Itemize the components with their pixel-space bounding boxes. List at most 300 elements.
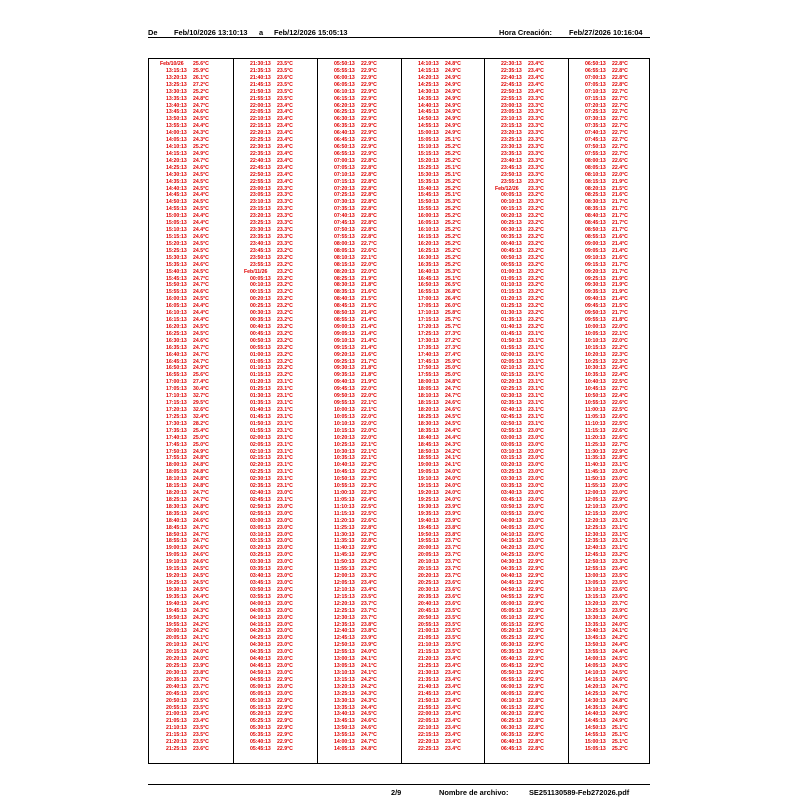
reading-temperature: 23.0°C <box>277 656 293 663</box>
reading-row <box>401 331 485 337</box>
reading-time: 16:55:13 <box>418 289 439 296</box>
reading-temperature: 23.6°C <box>193 690 209 697</box>
reading-row <box>317 587 401 593</box>
reading-row <box>568 504 652 510</box>
reading-temperature: 24.9°C <box>193 150 209 157</box>
reading-time: 01:00:13 <box>501 268 522 275</box>
reading-time: 04:50:13 <box>250 669 271 676</box>
reading-row <box>149 372 233 378</box>
reading-row <box>317 518 401 524</box>
reading-row <box>317 179 401 185</box>
reading-temperature: 23.0°C <box>277 538 293 545</box>
reading-row <box>568 82 652 88</box>
reading-time: 23:15:13 <box>501 123 522 130</box>
reading-temperature: 24.0°C <box>445 483 461 490</box>
reading-temperature: 21.8°C <box>612 317 628 324</box>
reading-row <box>149 220 233 226</box>
reading-time: 21:50:13 <box>250 88 271 95</box>
reading-temperature: 23.1°C <box>277 427 293 434</box>
reading-row <box>233 359 317 365</box>
reading-row <box>317 476 401 482</box>
reading-row <box>149 386 233 392</box>
reading-row <box>233 262 317 268</box>
reading-time: 07:20:13 <box>334 185 355 192</box>
reading-time: 03:50:13 <box>501 503 522 510</box>
reading-row <box>401 656 485 662</box>
reading-temperature: 23.7°C <box>612 600 628 607</box>
reading-temperature: 23.3°C <box>528 164 544 171</box>
reading-time: 07:00:13 <box>585 74 606 81</box>
reading-time: 05:10:13 <box>250 697 271 704</box>
reading-time: 14:20:13 <box>585 683 606 690</box>
reading-time: 17:25:13 <box>418 330 439 337</box>
reading-temperature: 22.8°C <box>528 718 544 725</box>
reading-temperature: 24.5°C <box>193 206 209 213</box>
reading-temperature: 24.5°C <box>193 580 209 586</box>
reading-row <box>149 739 233 745</box>
reading-row <box>568 310 652 316</box>
reading-time: 14:40:13 <box>166 185 187 192</box>
reading-time: 22:55:13 <box>501 95 522 102</box>
reading-row <box>317 414 401 420</box>
reading-time: 02:05:13 <box>250 441 271 448</box>
reading-row <box>401 310 485 316</box>
reading-row <box>401 462 485 468</box>
reading-time: 10:35:13 <box>585 372 606 379</box>
reading-time: 09:35:13 <box>334 372 355 379</box>
reading-temperature: 25.1°C <box>445 164 461 171</box>
reading-time: 14:05:13 <box>334 746 355 753</box>
reading-row <box>317 359 401 365</box>
reading-time: 16:00:13 <box>166 296 187 303</box>
reading-time: 10:50:13 <box>334 476 355 483</box>
reading-time: 19:40:13 <box>418 517 439 524</box>
reading-row <box>401 269 485 275</box>
reading-temperature: 21.9°C <box>612 282 628 289</box>
reading-time: 15:15:13 <box>166 234 187 240</box>
reading-row <box>568 732 652 738</box>
reading-time: 22:00:13 <box>418 711 439 718</box>
to-datetime: Feb/12/2026 15:05:13 <box>274 28 348 37</box>
reading-time: 15:00:13 <box>166 213 187 220</box>
reading-row <box>484 116 568 122</box>
reading-row <box>484 61 568 67</box>
reading-temperature: 22.6°C <box>612 427 628 434</box>
reading-temperature: 23.0°C <box>277 566 293 573</box>
reading-temperature: 23.4°C <box>277 123 293 130</box>
reading-temperature: 23.2°C <box>277 303 293 310</box>
reading-row <box>317 186 401 192</box>
reading-time: 13:25:13 <box>166 81 187 88</box>
reading-time: 22:45:13 <box>250 164 271 171</box>
reading-row <box>484 234 568 240</box>
reading-time: 22:05:13 <box>418 718 439 725</box>
reading-temperature: 22.0°C <box>361 261 377 268</box>
reading-temperature: 24.5°C <box>193 323 209 330</box>
reading-row <box>317 449 401 455</box>
reading-temperature: 23.3°C <box>277 213 293 220</box>
reading-time: 08:35:13 <box>585 206 606 213</box>
reading-row <box>401 670 485 676</box>
reading-row <box>484 75 568 81</box>
reading-row <box>568 449 652 455</box>
reading-row <box>401 82 485 88</box>
reading-temperature: 23.4°C <box>445 732 461 739</box>
reading-temperature: 23.3°C <box>528 102 544 109</box>
reading-time: 02:15:13 <box>501 372 522 379</box>
reading-temperature: 24.0°C <box>193 649 209 656</box>
reading-row <box>484 705 568 711</box>
reading-row <box>484 345 568 351</box>
reading-row <box>568 414 652 420</box>
reading-time: 03:10:13 <box>501 448 522 455</box>
reading-row <box>317 566 401 572</box>
reading-row <box>317 276 401 282</box>
reading-time: 21:55:13 <box>250 95 271 102</box>
reading-row <box>317 379 401 385</box>
reading-row <box>484 379 568 385</box>
date-marker-row <box>233 269 317 275</box>
reading-row <box>401 338 485 344</box>
reading-time: 09:05:13 <box>334 330 355 337</box>
reading-time: 11:20:13 <box>585 434 606 441</box>
reading-time: 07:20:13 <box>585 102 606 109</box>
reading-time: 07:50:13 <box>334 227 355 234</box>
reading-time: 12:55:13 <box>585 566 606 573</box>
reading-time: 07:10:13 <box>334 171 355 178</box>
reading-temperature: 23.3°C <box>528 157 544 164</box>
reading-temperature: 24.5°C <box>445 420 461 427</box>
reading-temperature: 23.0°C <box>528 434 544 441</box>
reading-time: 05:15:13 <box>501 621 522 628</box>
reading-time: 12:55:13 <box>334 649 355 656</box>
reading-temperature: 23.2°C <box>528 192 544 199</box>
reading-temperature: 22.8°C <box>612 455 628 462</box>
reading-temperature: 23.0°C <box>277 580 293 586</box>
column-divider <box>401 59 402 763</box>
reading-time: 09:50:13 <box>334 393 355 400</box>
reading-row <box>401 289 485 295</box>
reading-temperature: 21.6°C <box>612 254 628 261</box>
reading-row <box>484 518 568 524</box>
reading-row <box>149 96 233 102</box>
reading-row <box>317 68 401 74</box>
reading-row <box>484 698 568 704</box>
reading-row <box>233 68 317 74</box>
reading-temperature: 23.3°C <box>528 144 544 151</box>
reading-row <box>401 179 485 185</box>
reading-row <box>233 352 317 358</box>
reading-row <box>317 89 401 95</box>
reading-row <box>484 414 568 420</box>
reading-time: 14:30:13 <box>585 697 606 704</box>
reading-temperature: 22.0°C <box>361 393 377 400</box>
reading-row <box>317 462 401 468</box>
reading-temperature: 24.1°C <box>361 663 377 670</box>
reading-time: 14:00:13 <box>334 739 355 746</box>
reading-row <box>401 393 485 399</box>
reading-time: 23:45:13 <box>250 247 271 254</box>
reading-time: 17:55:13 <box>418 372 439 379</box>
reading-row <box>317 455 401 461</box>
to-label: a <box>259 28 264 37</box>
reading-temperature: 22.2°C <box>612 344 628 351</box>
reading-time: 22:50:13 <box>501 88 522 95</box>
reading-row <box>568 400 652 406</box>
reading-temperature: 22.6°C <box>612 157 628 164</box>
reading-time: 23:35:13 <box>250 234 271 240</box>
reading-temperature: 23.2°C <box>528 268 544 275</box>
reading-row <box>568 615 652 621</box>
reading-time: 18:45:13 <box>418 441 439 448</box>
reading-temperature: 21.4°C <box>361 330 377 337</box>
reading-temperature: 23.3°C <box>277 199 293 206</box>
reading-temperature: 23.2°C <box>528 317 544 324</box>
reading-row <box>317 199 401 205</box>
reading-row <box>317 82 401 88</box>
reading-time: 03:45:13 <box>501 496 522 503</box>
reading-time: 19:35:13 <box>166 593 187 600</box>
reading-time: 00:45:13 <box>501 247 522 254</box>
reading-temperature: 23.4°C <box>277 102 293 109</box>
reading-time: 21:30:13 <box>418 669 439 676</box>
reading-temperature: 23.4°C <box>445 746 461 753</box>
reading-row <box>233 525 317 531</box>
reading-row <box>149 331 233 337</box>
reading-time: 21:55:13 <box>418 704 439 711</box>
reading-time: 12:10:13 <box>334 586 355 593</box>
reading-time: 13:45:13 <box>585 635 606 642</box>
reading-time: 10:15:13 <box>585 344 606 351</box>
reading-time: 13:50:13 <box>585 642 606 649</box>
reading-time: 01:05:13 <box>250 358 271 365</box>
reading-row <box>317 656 401 662</box>
reading-row <box>233 192 317 198</box>
reading-row <box>233 608 317 614</box>
reading-temperature: 24.4°C <box>193 317 209 324</box>
reading-row <box>484 635 568 641</box>
reading-row <box>568 241 652 247</box>
reading-time: 15:45:13 <box>418 192 439 199</box>
reading-temperature: 22.9°C <box>361 81 377 88</box>
reading-row <box>149 649 233 655</box>
reading-row <box>568 663 652 669</box>
reading-temperature: 22.3°C <box>361 476 377 483</box>
reading-time: 22:20:13 <box>418 739 439 746</box>
reading-temperature: 24.7°C <box>361 739 377 746</box>
reading-row <box>568 192 652 198</box>
reading-row <box>233 573 317 579</box>
reading-time: 10:05:13 <box>585 330 606 337</box>
reading-temperature: 23.0°C <box>277 669 293 676</box>
reading-row <box>149 677 233 683</box>
reading-row <box>317 137 401 143</box>
reading-row <box>233 331 317 337</box>
reading-temperature: 23.5°C <box>445 614 461 621</box>
reading-time: 09:40:13 <box>585 296 606 303</box>
reading-temperature: 23.2°C <box>277 268 293 275</box>
reading-row <box>233 220 317 226</box>
reading-temperature: 24.8°C <box>193 469 209 476</box>
reading-time: 16:00:13 <box>418 213 439 220</box>
reading-time: 16:50:13 <box>418 282 439 289</box>
reading-row <box>568 296 652 302</box>
reading-time: 04:30:13 <box>501 559 522 566</box>
reading-temperature: 25.1°C <box>445 275 461 282</box>
reading-time: 10:05:13 <box>334 413 355 420</box>
reading-row <box>568 123 652 129</box>
reading-time: 02:05:13 <box>501 358 522 365</box>
from-label: De <box>148 28 158 37</box>
reading-temperature: 23.2°C <box>277 330 293 337</box>
reading-row <box>149 241 233 247</box>
reading-temperature: 24.0°C <box>445 496 461 503</box>
reading-temperature: 23.3°C <box>528 185 544 192</box>
reading-temperature: 23.3°C <box>528 116 544 123</box>
reading-row <box>233 317 317 323</box>
reading-row <box>401 442 485 448</box>
reading-temperature: 22.7°C <box>612 116 628 123</box>
reading-time: 14:05:13 <box>585 663 606 670</box>
reading-time: 06:35:13 <box>501 732 522 739</box>
reading-time: 18:30:13 <box>418 420 439 427</box>
reading-temperature: 32.7°C <box>193 393 209 400</box>
reading-row <box>317 324 401 330</box>
reading-time: 11:35:13 <box>585 455 606 462</box>
reading-row <box>233 552 317 558</box>
reading-temperature: 22.9°C <box>277 704 293 711</box>
reading-temperature: 23.4°C <box>361 586 377 593</box>
reading-temperature: 23.7°C <box>445 559 461 566</box>
reading-temperature: 23.0°C <box>528 552 544 559</box>
reading-row <box>149 518 233 524</box>
reading-temperature: 23.1°C <box>528 372 544 379</box>
reading-row <box>568 206 652 212</box>
reading-row <box>568 691 652 697</box>
reading-time: Feb/12/26 <box>495 185 519 192</box>
reading-row <box>317 711 401 717</box>
reading-time: 06:30:13 <box>501 725 522 732</box>
reading-time: 13:55:13 <box>334 732 355 739</box>
reading-row <box>484 220 568 226</box>
column-divider <box>568 59 569 763</box>
reading-temperature: 23.4°C <box>445 739 461 746</box>
reading-temperature: 23.1°C <box>277 441 293 448</box>
reading-time: 08:25:13 <box>585 192 606 199</box>
reading-temperature: 23.7°C <box>445 573 461 580</box>
reading-row <box>317 573 401 579</box>
reading-time: 16:15:13 <box>418 234 439 240</box>
reading-row <box>317 628 401 634</box>
reading-time: 20:50:13 <box>166 697 187 704</box>
reading-time: 19:50:13 <box>166 614 187 621</box>
reading-time: 17:15:13 <box>166 400 187 407</box>
reading-row <box>233 705 317 711</box>
reading-row <box>568 96 652 102</box>
reading-temperature: 22.8°C <box>361 234 377 240</box>
reading-time: 03:20:13 <box>501 462 522 469</box>
reading-time: 18:40:13 <box>166 517 187 524</box>
reading-temperature: 22.8°C <box>361 206 377 213</box>
reading-row <box>401 359 485 365</box>
reading-time: 04:25:13 <box>501 552 522 559</box>
reading-temperature: 22.7°C <box>612 88 628 95</box>
reading-temperature: 22.9°C <box>528 593 544 600</box>
reading-temperature: 22.8°C <box>361 171 377 178</box>
reading-row <box>484 608 568 614</box>
reading-time: 21:25:13 <box>166 746 187 753</box>
reading-time: 19:45:13 <box>418 524 439 531</box>
reading-temperature: 22.0°C <box>361 386 377 393</box>
reading-time: 07:05:13 <box>585 81 606 88</box>
reading-time: 01:40:13 <box>501 323 522 330</box>
reading-temperature: 23.4°C <box>361 580 377 586</box>
reading-time: 01:15:13 <box>250 372 271 379</box>
reading-row <box>233 345 317 351</box>
reading-time: 14:55:13 <box>166 206 187 213</box>
reading-time: 13:55:13 <box>585 649 606 656</box>
reading-temperature: 24.8°C <box>612 704 628 711</box>
reading-time: 12:10:13 <box>585 503 606 510</box>
reading-time: 04:25:13 <box>250 635 271 642</box>
reading-temperature: 23.7°C <box>445 545 461 552</box>
reading-row <box>484 407 568 413</box>
reading-temperature: 21.7°C <box>612 206 628 213</box>
reading-row <box>233 483 317 489</box>
reading-time: 05:50:13 <box>334 61 355 67</box>
reading-row <box>484 725 568 731</box>
reading-time: 14:45:13 <box>585 718 606 725</box>
reading-temperature: 23.2°C <box>277 344 293 351</box>
reading-time: 13:40:13 <box>334 711 355 718</box>
reading-row <box>149 718 233 724</box>
reading-temperature: 21.7°C <box>612 220 628 227</box>
reading-row <box>484 587 568 593</box>
reading-row <box>149 532 233 538</box>
reading-temperature: 21.6°C <box>361 351 377 358</box>
reading-time: 19:05:13 <box>418 469 439 476</box>
reading-temperature: 22.4°C <box>612 365 628 372</box>
reading-time: 07:35:13 <box>334 206 355 213</box>
reading-temperature: 23.2°C <box>361 566 377 573</box>
reading-time: 11:55:13 <box>334 566 355 573</box>
reading-row <box>484 123 568 129</box>
reading-row <box>401 677 485 683</box>
reading-row <box>401 490 485 496</box>
reading-time: 02:10:13 <box>501 365 522 372</box>
reading-time: 04:35:13 <box>250 649 271 656</box>
reading-row <box>568 276 652 282</box>
reading-row <box>568 165 652 171</box>
reading-temperature: 23.4°C <box>528 88 544 95</box>
reading-time: 16:05:13 <box>166 303 187 310</box>
reading-row <box>484 469 568 475</box>
reading-temperature: 24.2°C <box>361 683 377 690</box>
reading-temperature: 24.6°C <box>193 289 209 296</box>
reading-row <box>149 89 233 95</box>
reading-temperature: 23.1°C <box>528 330 544 337</box>
reading-row <box>317 96 401 102</box>
reading-time: 00:40:13 <box>501 240 522 247</box>
reading-row <box>484 386 568 392</box>
reading-temperature: 22.8°C <box>361 157 377 164</box>
reading-temperature: 24.9°C <box>612 711 628 718</box>
reading-row <box>149 587 233 593</box>
reading-row <box>317 372 401 378</box>
reading-row <box>149 296 233 302</box>
date-marker-row <box>149 61 233 67</box>
reading-temperature: 23.7°C <box>193 683 209 690</box>
